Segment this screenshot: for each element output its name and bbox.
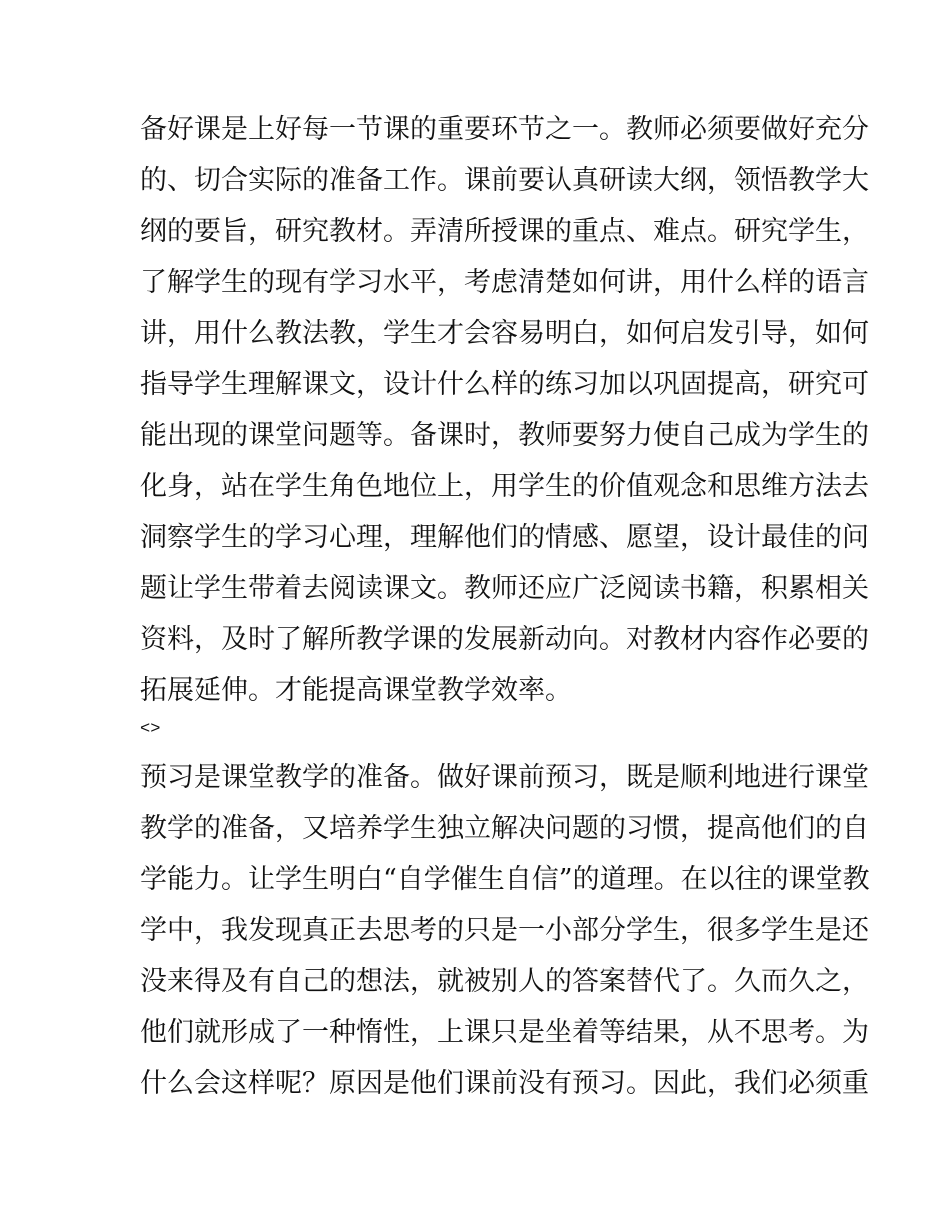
text-line: 什么会这样呢？原因是他们课前没有预习。因此，我们必须重: [140, 1068, 869, 1099]
paragraph-lesson-preparation: [140, 104, 869, 716]
text-line: 的、切合实际的准备工作。课前要认真研读大纲，领悟教学大: [140, 165, 869, 196]
text-line: 学能力。让学生明白“自学催生自信”的道理。在以往的课堂教: [140, 864, 870, 895]
text-line: 拓展延伸。才能提高课堂教学效率。: [140, 675, 572, 706]
text-line: 预习是课堂教学的准备。做好课前预习，既是顺利地进行课堂: [140, 762, 869, 793]
paragraph-preview: [140, 752, 870, 1109]
text-line: 讲，用什么教法教，学生才会容易明白，如何启发引导，如何: [140, 318, 869, 349]
section-separator: <>: [140, 720, 161, 739]
text-line: 他们就形成了一种惰性，上课只是坐着等结果，从不思考。为: [140, 1017, 869, 1048]
text-line: 备好课是上好每一节课的重要环节之一。教师必须要做好充分: [140, 114, 869, 145]
text-line: 了解学生的现有学习水平，考虑清楚如何讲，用什么样的语言: [140, 267, 869, 298]
text-line: 资料，及时了解所教学课的发展新动向。对教材内容作必要的: [140, 624, 869, 655]
text-line: 题让学生带着去阅读课文。教师还应广泛阅读书籍，积累相关: [140, 573, 869, 604]
text-line: 指导学生理解课文，设计什么样的练习加以巩固提高，研究可: [140, 369, 869, 400]
text-line: 学中，我发现真正去思考的只是一小部分学生，很多学生是还: [140, 915, 869, 946]
text-line: 教学的准备，又培养学生独立解决问题的习惯，提高他们的自: [140, 813, 869, 844]
text-line: 化身，站在学生角色地位上，用学生的价值观念和思维方法去: [140, 471, 869, 502]
text-line: 纲的要旨，研究教材。弄清所授课的重点、难点。研究学生，: [140, 216, 869, 247]
text-line: 洞察学生的学习心理，理解他们的情感、愿望，设计最佳的问: [140, 522, 869, 553]
text-line: 能出现的课堂问题等。备课时，教师要努力使自己成为学生的: [140, 420, 869, 451]
text-line: 没来得及有自己的想法，就被别人的答案替代了。久而久之，: [140, 966, 869, 997]
